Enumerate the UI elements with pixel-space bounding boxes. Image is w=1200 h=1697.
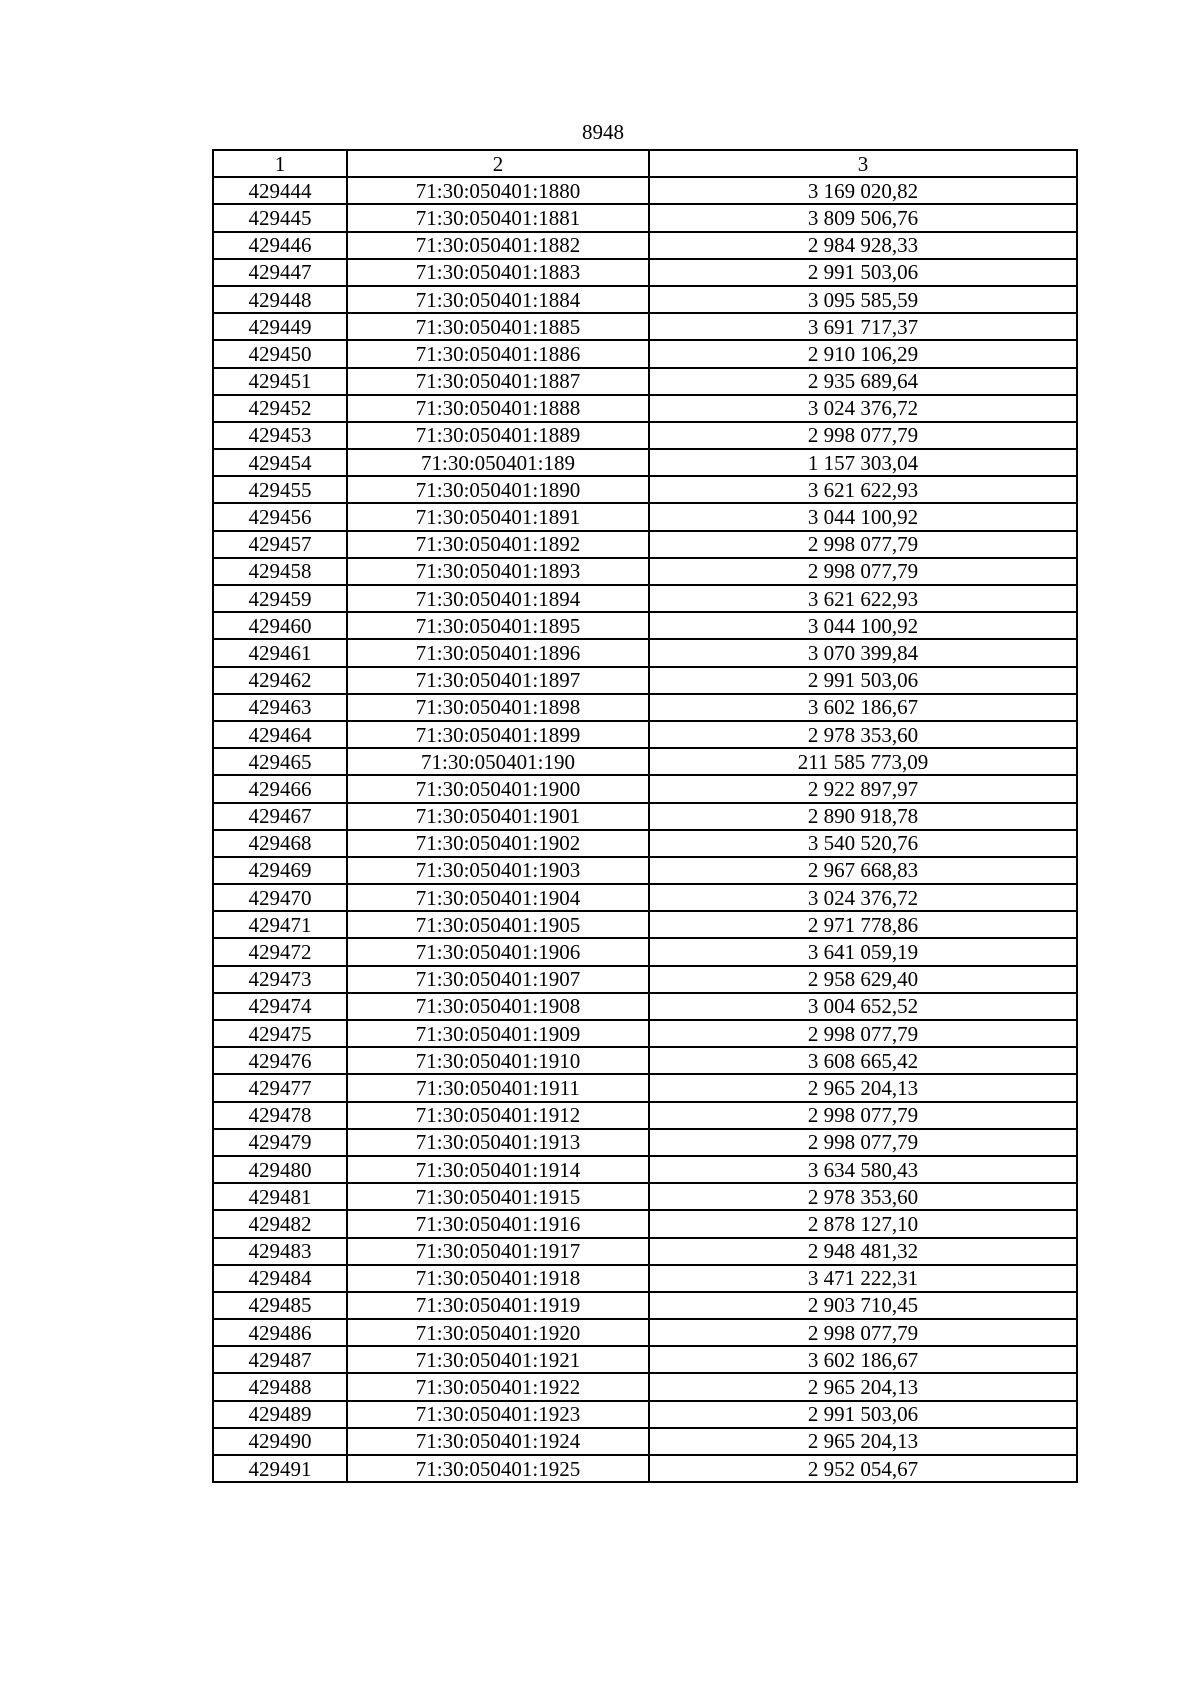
cadastral-number-cell: 71:30:050401:1883 bbox=[347, 259, 649, 286]
row-number-cell: 429470 bbox=[213, 884, 347, 911]
table-body bbox=[213, 177, 1077, 1482]
value-cell: 3 602 186,67 bbox=[649, 694, 1077, 721]
row-number-cell: 429464 bbox=[213, 721, 347, 748]
cadastral-number-cell: 71:30:050401:1922 bbox=[347, 1373, 649, 1400]
row-number-cell: 429471 bbox=[213, 911, 347, 938]
cadastral-number-cell: 71:30:050401:1905 bbox=[347, 911, 649, 938]
table-row bbox=[213, 884, 1077, 911]
cadastral-number-cell: 71:30:050401:1884 bbox=[347, 286, 649, 313]
row-number-cell: 429459 bbox=[213, 585, 347, 612]
cadastral-number-cell: 71:30:050401:1901 bbox=[347, 803, 649, 830]
row-number-cell: 429467 bbox=[213, 803, 347, 830]
table-row bbox=[213, 1047, 1077, 1074]
value-cell: 2 903 710,45 bbox=[649, 1292, 1077, 1319]
row-number-cell: 429491 bbox=[213, 1455, 347, 1482]
cadastral-number-cell: 71:30:050401:1886 bbox=[347, 340, 649, 367]
cadastral-number-cell: 71:30:050401:1907 bbox=[347, 966, 649, 993]
cadastral-number-cell: 71:30:050401:1900 bbox=[347, 775, 649, 802]
value-cell: 2 991 503,06 bbox=[649, 259, 1077, 286]
row-number-cell: 429468 bbox=[213, 830, 347, 857]
cadastral-number-cell: 71:30:050401:1880 bbox=[347, 177, 649, 204]
cadastral-number-cell: 71:30:050401:1925 bbox=[347, 1455, 649, 1482]
cadastral-number-cell: 71:30:050401:1909 bbox=[347, 1020, 649, 1047]
table-row bbox=[213, 232, 1077, 259]
cadastral-number-cell: 71:30:050401:1885 bbox=[347, 313, 649, 340]
value-cell: 3 634 580,43 bbox=[649, 1156, 1077, 1183]
row-number-cell: 429490 bbox=[213, 1428, 347, 1455]
table-row bbox=[213, 449, 1077, 476]
row-number-cell: 429483 bbox=[213, 1238, 347, 1265]
row-number-cell: 429481 bbox=[213, 1183, 347, 1210]
value-cell: 3 169 020,82 bbox=[649, 177, 1077, 204]
value-cell: 3 641 059,19 bbox=[649, 938, 1077, 965]
column-header-1: 1 bbox=[213, 150, 347, 177]
table-row bbox=[213, 476, 1077, 503]
row-number-cell: 429452 bbox=[213, 395, 347, 422]
value-cell: 3 809 506,76 bbox=[649, 204, 1077, 231]
cadastral-number-cell: 71:30:050401:1881 bbox=[347, 204, 649, 231]
value-cell: 2 978 353,60 bbox=[649, 721, 1077, 748]
cadastral-number-cell: 71:30:050401:1923 bbox=[347, 1401, 649, 1428]
value-cell: 3 070 399,84 bbox=[649, 639, 1077, 666]
table-row bbox=[213, 1210, 1077, 1237]
value-cell: 3 024 376,72 bbox=[649, 884, 1077, 911]
value-cell: 2 998 077,79 bbox=[649, 531, 1077, 558]
table-row bbox=[213, 1129, 1077, 1156]
cadastral-number-cell: 71:30:050401:1902 bbox=[347, 830, 649, 857]
value-cell: 2 958 629,40 bbox=[649, 966, 1077, 993]
value-cell: 2 952 054,67 bbox=[649, 1455, 1077, 1482]
value-cell: 2 978 353,60 bbox=[649, 1183, 1077, 1210]
value-cell: 3 621 622,93 bbox=[649, 476, 1077, 503]
column-header-2: 2 bbox=[347, 150, 649, 177]
cadastral-number-cell: 71:30:050401:1891 bbox=[347, 503, 649, 530]
row-number-cell: 429458 bbox=[213, 558, 347, 585]
table-row bbox=[213, 585, 1077, 612]
row-number-cell: 429488 bbox=[213, 1373, 347, 1400]
cadastral-number-cell: 71:30:050401:1919 bbox=[347, 1292, 649, 1319]
cadastral-number-cell: 71:30:050401:1913 bbox=[347, 1129, 649, 1156]
value-cell: 2 998 077,79 bbox=[649, 558, 1077, 585]
row-number-cell: 429469 bbox=[213, 857, 347, 884]
value-cell: 2 998 077,79 bbox=[649, 1319, 1077, 1346]
row-number-cell: 429476 bbox=[213, 1047, 347, 1074]
value-cell: 2 965 204,13 bbox=[649, 1373, 1077, 1400]
table-row bbox=[213, 721, 1077, 748]
table-row bbox=[213, 368, 1077, 395]
cadastral-number-cell: 71:30:050401:1898 bbox=[347, 694, 649, 721]
value-cell: 3 608 665,42 bbox=[649, 1047, 1077, 1074]
row-number-cell: 429446 bbox=[213, 232, 347, 259]
row-number-cell: 429454 bbox=[213, 449, 347, 476]
cadastral-number-cell: 71:30:050401:1910 bbox=[347, 1047, 649, 1074]
row-number-cell: 429465 bbox=[213, 748, 347, 775]
cadastral-number-cell: 71:30:050401:1887 bbox=[347, 368, 649, 395]
cadastral-number-cell: 71:30:050401:1920 bbox=[347, 1319, 649, 1346]
value-cell: 3 471 222,31 bbox=[649, 1265, 1077, 1292]
table-row bbox=[213, 667, 1077, 694]
cadastral-number-cell: 71:30:050401:1918 bbox=[347, 1265, 649, 1292]
table-row bbox=[213, 1265, 1077, 1292]
value-cell: 2 984 928,33 bbox=[649, 232, 1077, 259]
page-number: 8948 bbox=[582, 120, 624, 144]
column-header-3: 3 bbox=[649, 150, 1077, 177]
row-number-cell: 429455 bbox=[213, 476, 347, 503]
table-row bbox=[213, 1292, 1077, 1319]
value-cell: 3 691 717,37 bbox=[649, 313, 1077, 340]
value-cell: 3 004 652,52 bbox=[649, 993, 1077, 1020]
table-row bbox=[213, 395, 1077, 422]
table-row bbox=[213, 286, 1077, 313]
row-number-cell: 429449 bbox=[213, 313, 347, 340]
cadastral-number-cell: 71:30:050401:1893 bbox=[347, 558, 649, 585]
table-row bbox=[213, 1102, 1077, 1129]
value-cell: 2 948 481,32 bbox=[649, 1238, 1077, 1265]
value-cell: 1 157 303,04 bbox=[649, 449, 1077, 476]
value-cell: 2 998 077,79 bbox=[649, 422, 1077, 449]
table-row bbox=[213, 1346, 1077, 1373]
data-table bbox=[212, 149, 1078, 1483]
table-row bbox=[213, 503, 1077, 530]
cadastral-number-cell: 71:30:050401:1897 bbox=[347, 667, 649, 694]
cadastral-number-cell: 71:30:050401:1917 bbox=[347, 1238, 649, 1265]
table-row bbox=[213, 1455, 1077, 1482]
cadastral-number-cell: 71:30:050401:1916 bbox=[347, 1210, 649, 1237]
row-number-cell: 429447 bbox=[213, 259, 347, 286]
value-cell: 211 585 773,09 bbox=[649, 748, 1077, 775]
cadastral-number-cell: 71:30:050401:1924 bbox=[347, 1428, 649, 1455]
cadastral-number-cell: 71:30:050401:1914 bbox=[347, 1156, 649, 1183]
row-number-cell: 429473 bbox=[213, 966, 347, 993]
table-row bbox=[213, 1074, 1077, 1101]
table-row bbox=[213, 1238, 1077, 1265]
value-cell: 2 922 897,97 bbox=[649, 775, 1077, 802]
row-number-cell: 429462 bbox=[213, 667, 347, 694]
table-row bbox=[213, 803, 1077, 830]
value-cell: 2 890 918,78 bbox=[649, 803, 1077, 830]
table-row bbox=[213, 259, 1077, 286]
table-row bbox=[213, 639, 1077, 666]
table-header-row bbox=[213, 150, 1077, 177]
table-row bbox=[213, 857, 1077, 884]
row-number-cell: 429478 bbox=[213, 1102, 347, 1129]
cadastral-number-cell: 71:30:050401:1890 bbox=[347, 476, 649, 503]
cadastral-number-cell: 71:30:050401:189 bbox=[347, 449, 649, 476]
row-number-cell: 429474 bbox=[213, 993, 347, 1020]
row-number-cell: 429479 bbox=[213, 1129, 347, 1156]
cadastral-number-cell: 71:30:050401:1908 bbox=[347, 993, 649, 1020]
table-row bbox=[213, 748, 1077, 775]
table-row bbox=[213, 1156, 1077, 1183]
value-cell: 2 998 077,79 bbox=[649, 1129, 1077, 1156]
table-row bbox=[213, 531, 1077, 558]
value-cell: 3 044 100,92 bbox=[649, 612, 1077, 639]
table-row bbox=[213, 177, 1077, 204]
value-cell: 3 044 100,92 bbox=[649, 503, 1077, 530]
cadastral-number-cell: 71:30:050401:1921 bbox=[347, 1346, 649, 1373]
cadastral-number-cell: 71:30:050401:1882 bbox=[347, 232, 649, 259]
value-cell: 3 621 622,93 bbox=[649, 585, 1077, 612]
value-cell: 2 991 503,06 bbox=[649, 667, 1077, 694]
row-number-cell: 429472 bbox=[213, 938, 347, 965]
row-number-cell: 429466 bbox=[213, 775, 347, 802]
row-number-cell: 429486 bbox=[213, 1319, 347, 1346]
cadastral-number-cell: 71:30:050401:1895 bbox=[347, 612, 649, 639]
cadastral-number-cell: 71:30:050401:1888 bbox=[347, 395, 649, 422]
value-cell: 2 910 106,29 bbox=[649, 340, 1077, 367]
table-row bbox=[213, 1183, 1077, 1210]
value-cell: 3 540 520,76 bbox=[649, 830, 1077, 857]
value-cell: 2 967 668,83 bbox=[649, 857, 1077, 884]
row-number-cell: 429453 bbox=[213, 422, 347, 449]
value-cell: 2 965 204,13 bbox=[649, 1074, 1077, 1101]
row-number-cell: 429445 bbox=[213, 204, 347, 231]
row-number-cell: 429460 bbox=[213, 612, 347, 639]
table-row bbox=[213, 1020, 1077, 1047]
row-number-cell: 429457 bbox=[213, 531, 347, 558]
value-cell: 3 602 186,67 bbox=[649, 1346, 1077, 1373]
table-row bbox=[213, 775, 1077, 802]
cadastral-number-cell: 71:30:050401:1896 bbox=[347, 639, 649, 666]
row-number-cell: 429484 bbox=[213, 1265, 347, 1292]
row-number-cell: 429487 bbox=[213, 1346, 347, 1373]
row-number-cell: 429444 bbox=[213, 177, 347, 204]
cadastral-number-cell: 71:30:050401:1906 bbox=[347, 938, 649, 965]
table-row bbox=[213, 422, 1077, 449]
row-number-cell: 429475 bbox=[213, 1020, 347, 1047]
value-cell: 2 998 077,79 bbox=[649, 1020, 1077, 1047]
table-row bbox=[213, 204, 1077, 231]
cadastral-number-cell: 71:30:050401:1894 bbox=[347, 585, 649, 612]
row-number-cell: 429450 bbox=[213, 340, 347, 367]
table-row bbox=[213, 340, 1077, 367]
value-cell: 3 095 585,59 bbox=[649, 286, 1077, 313]
row-number-cell: 429456 bbox=[213, 503, 347, 530]
cadastral-number-cell: 71:30:050401:1892 bbox=[347, 531, 649, 558]
table-row bbox=[213, 694, 1077, 721]
cadastral-number-cell: 71:30:050401:1912 bbox=[347, 1102, 649, 1129]
cadastral-number-cell: 71:30:050401:190 bbox=[347, 748, 649, 775]
value-cell: 2 991 503,06 bbox=[649, 1401, 1077, 1428]
table-row bbox=[213, 1401, 1077, 1428]
table-row bbox=[213, 313, 1077, 340]
row-number-cell: 429451 bbox=[213, 368, 347, 395]
table-row bbox=[213, 911, 1077, 938]
cadastral-number-cell: 71:30:050401:1904 bbox=[347, 884, 649, 911]
row-number-cell: 429482 bbox=[213, 1210, 347, 1237]
cadastral-number-cell: 71:30:050401:1915 bbox=[347, 1183, 649, 1210]
value-cell: 2 965 204,13 bbox=[649, 1428, 1077, 1455]
table-row bbox=[213, 1428, 1077, 1455]
row-number-cell: 429489 bbox=[213, 1401, 347, 1428]
row-number-cell: 429461 bbox=[213, 639, 347, 666]
row-number-cell: 429463 bbox=[213, 694, 347, 721]
cadastral-number-cell: 71:30:050401:1889 bbox=[347, 422, 649, 449]
table-row bbox=[213, 830, 1077, 857]
value-cell: 2 878 127,10 bbox=[649, 1210, 1077, 1237]
table-row bbox=[213, 1319, 1077, 1346]
table-row bbox=[213, 993, 1077, 1020]
value-cell: 3 024 376,72 bbox=[649, 395, 1077, 422]
table-row bbox=[213, 938, 1077, 965]
table-row bbox=[213, 612, 1077, 639]
table-row bbox=[213, 966, 1077, 993]
table-row bbox=[213, 1373, 1077, 1400]
row-number-cell: 429477 bbox=[213, 1074, 347, 1101]
value-cell: 2 998 077,79 bbox=[649, 1102, 1077, 1129]
cadastral-number-cell: 71:30:050401:1911 bbox=[347, 1074, 649, 1101]
value-cell: 2 935 689,64 bbox=[649, 368, 1077, 395]
cadastral-number-cell: 71:30:050401:1903 bbox=[347, 857, 649, 884]
row-number-cell: 429485 bbox=[213, 1292, 347, 1319]
row-number-cell: 429448 bbox=[213, 286, 347, 313]
row-number-cell: 429480 bbox=[213, 1156, 347, 1183]
cadastral-number-cell: 71:30:050401:1899 bbox=[347, 721, 649, 748]
table-row bbox=[213, 558, 1077, 585]
value-cell: 2 971 778,86 bbox=[649, 911, 1077, 938]
